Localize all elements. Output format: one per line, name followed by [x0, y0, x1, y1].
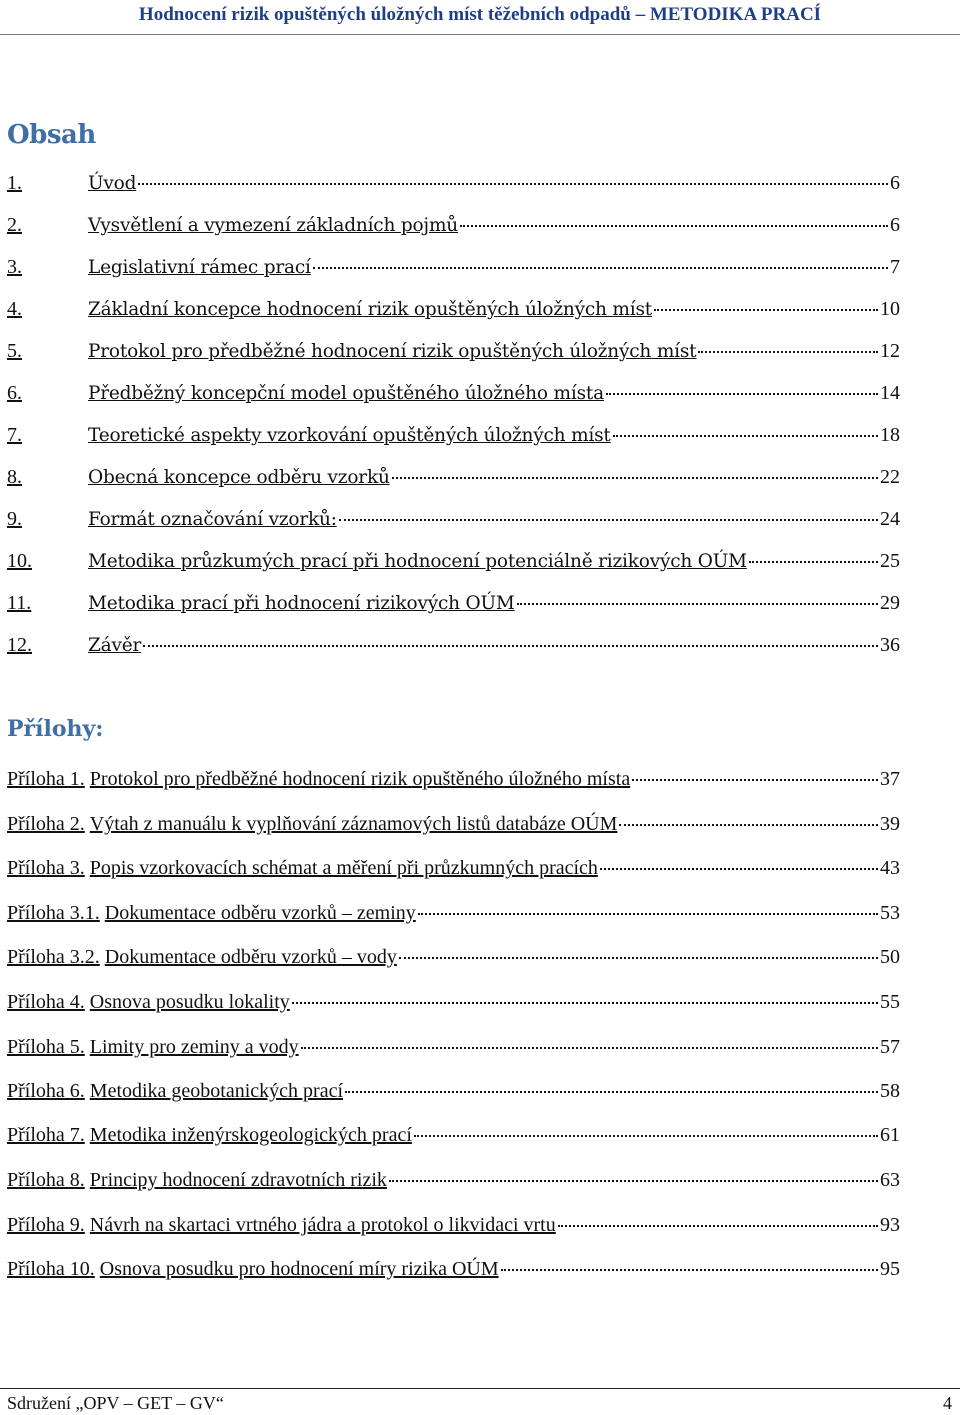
dot-leader [313, 267, 888, 269]
toc-entry-text: Vysvětlení a vymezení základních pojmů [88, 215, 459, 236]
toc-entry-8[interactable] [7, 466, 900, 494]
footer-organization: Sdružení „OPV – GET – GV“ [7, 1393, 224, 1413]
annex-entry-9[interactable] [7, 1214, 900, 1242]
footer-divider [0, 1388, 960, 1389]
dot-leader [749, 561, 878, 563]
annex-text: Dokumentace odběru vzorků – zeminy [104, 902, 416, 924]
annex-label: Příloha 7. [7, 1124, 85, 1146]
toc-entry-text: Metodika průzkumých prací při hodnocení potenciálně rizikových OÚM [88, 551, 747, 572]
dot-leader [517, 603, 878, 605]
dot-leader [613, 435, 878, 437]
toc-entry-4[interactable] [7, 298, 900, 326]
annex-label: Příloha 10. [7, 1258, 95, 1280]
dot-leader [399, 957, 878, 959]
toc-entry-page: 7 [890, 256, 900, 278]
toc-entry-number: 3. [7, 256, 22, 278]
annex-text: Metodika inženýrskogeologických prací [89, 1124, 412, 1146]
annex-entry-3-1[interactable] [7, 902, 900, 930]
toc-entry-page: 25 [880, 550, 900, 572]
toc-entry-page: 24 [880, 508, 900, 530]
annexes-title: Přílohy: [7, 716, 104, 742]
dot-leader [600, 868, 878, 870]
dot-leader [414, 1135, 878, 1137]
dot-leader [501, 1269, 878, 1271]
annex-label: Příloha 6. [7, 1080, 85, 1102]
annex-text: Limity pro zeminy a vody [89, 1036, 299, 1058]
annex-entry-1[interactable] [7, 768, 900, 796]
dot-leader [558, 1225, 878, 1227]
annex-entry-5[interactable] [7, 1036, 900, 1064]
toc-entry-7[interactable] [7, 424, 900, 452]
dot-leader [292, 1002, 878, 1004]
annex-label: Příloha 4. [7, 991, 85, 1013]
annex-page: 61 [880, 1124, 900, 1146]
annex-text: Osnova posudku lokality [89, 991, 290, 1013]
annex-page: 39 [880, 813, 900, 835]
dot-leader [301, 1047, 878, 1049]
toc-entry-text: Legislativní rámec prací [88, 257, 311, 278]
annex-page: 63 [880, 1169, 900, 1191]
dot-leader [143, 645, 878, 647]
toc-entry-1[interactable] [7, 172, 900, 200]
annex-page: 58 [880, 1080, 900, 1102]
annex-text: Principy hodnocení zdravotních rizik [89, 1169, 387, 1191]
toc-entry-number: 6. [7, 382, 22, 404]
dot-leader [654, 309, 878, 311]
toc-entry-page: 12 [880, 340, 900, 362]
toc-entry-page: 29 [880, 592, 900, 614]
toc-entry-page: 18 [880, 424, 900, 446]
annex-label: Příloha 3.1. [7, 902, 100, 924]
toc-entry-number: 5. [7, 340, 22, 362]
toc-entry-page: 6 [890, 172, 900, 194]
toc-entry-text: Protokol pro předběžné hodnocení rizik opuštěných úložných míst [88, 341, 697, 362]
annex-text: Výtah z manuálu k vyplňování záznamových listů databáze OÚM [89, 813, 618, 835]
annex-page: 57 [880, 1036, 900, 1058]
toc-entry-9[interactable] [7, 508, 900, 536]
dot-leader [619, 824, 878, 826]
toc-entry-3[interactable] [7, 256, 900, 284]
dot-leader [345, 1091, 878, 1093]
annex-entry-4[interactable] [7, 991, 900, 1019]
annex-text: Metodika geobotanických prací [89, 1080, 344, 1102]
annex-label: Příloha 1. [7, 768, 85, 790]
toc-entry-12[interactable] [7, 634, 900, 662]
annex-text: Dokumentace odběru vzorků – vody [104, 946, 397, 968]
toc-entry-page: 36 [880, 634, 900, 656]
dot-leader [632, 779, 878, 781]
annex-entry-3-2[interactable] [7, 946, 900, 974]
annex-text: Popis vzorkovacích schémat a měření při průzkumných pracích [89, 857, 598, 879]
toc-entry-number: 12. [7, 634, 32, 656]
toc-entry-number: 11. [7, 592, 32, 614]
toc-entry-number: 8. [7, 466, 22, 488]
annex-entry-2[interactable] [7, 813, 900, 841]
toc-entry-page: 6 [890, 214, 900, 236]
toc-entry-page: 14 [880, 382, 900, 404]
annex-page: 53 [880, 902, 900, 924]
toc-entry-number: 9. [7, 508, 22, 530]
toc-entry-number: 7. [7, 424, 22, 446]
annex-page: 93 [880, 1214, 900, 1236]
toc-entry-text: Formát označování vzorků: [88, 509, 337, 530]
annex-page: 50 [880, 946, 900, 968]
page-header: Hodnocení rizik opuštěných úložných míst těžebních odpadů – METODIKA PRACÍ [138, 4, 822, 25]
dot-leader [460, 225, 888, 227]
toc-entry-text: Obecná koncepce odběru vzorků [88, 467, 390, 488]
dot-leader [138, 183, 888, 185]
toc-title: Obsah [7, 120, 96, 150]
toc-entry-5[interactable] [7, 340, 900, 368]
annex-entry-8[interactable] [7, 1169, 900, 1197]
toc-entry-text: Úvod [88, 173, 137, 194]
annex-entry-10[interactable] [7, 1258, 900, 1286]
toc-entry-text: Teoretické aspekty vzorkování opuštěných úložných míst [88, 425, 611, 446]
toc-entry-text: Předběžný koncepční model opuštěného úložného místa [88, 383, 604, 404]
page-number: 4 [943, 1393, 952, 1413]
annex-label: Příloha 3.2. [7, 946, 100, 968]
dot-leader [606, 393, 878, 395]
toc-entry-6[interactable] [7, 382, 900, 410]
annex-page: 95 [880, 1258, 900, 1280]
toc-entry-text: Závěr [88, 635, 142, 656]
toc-entry-11[interactable] [7, 592, 900, 620]
annex-page: 37 [880, 768, 900, 790]
toc-entry-10[interactable] [7, 550, 900, 578]
dot-leader [418, 913, 878, 915]
annex-entry-7[interactable] [7, 1124, 900, 1152]
annex-label: Příloha 9. [7, 1214, 85, 1236]
toc-entry-page: 10 [880, 298, 900, 320]
toc-entry-text: Základní koncepce hodnocení rizik opuštěných úložných míst [88, 299, 653, 320]
toc-entry-page: 22 [880, 466, 900, 488]
toc-entry-number: 2. [7, 214, 22, 236]
dot-leader [698, 351, 878, 353]
annex-page: 43 [880, 857, 900, 879]
annex-page: 55 [880, 991, 900, 1013]
annex-label: Příloha 5. [7, 1036, 85, 1058]
dot-leader [389, 1180, 878, 1182]
annex-label: Příloha 8. [7, 1169, 85, 1191]
dot-leader [339, 519, 878, 521]
annex-text: Protokol pro předběžné hodnocení rizik opuštěného úložného místa [89, 768, 631, 790]
annex-entry-6[interactable] [7, 1080, 900, 1108]
annex-text: Návrh na skartaci vrtného jádra a protokol o likvidaci vrtu [89, 1214, 556, 1236]
toc-entry-number: 10. [7, 550, 32, 572]
dot-leader [392, 477, 878, 479]
annex-label: Příloha 3. [7, 857, 85, 879]
header-divider [0, 34, 960, 35]
annex-text: Osnova posudku pro hodnocení míry rizika OÚM [99, 1258, 499, 1280]
annex-entry-3[interactable] [7, 857, 900, 885]
toc-entry-number: 4. [7, 298, 22, 320]
toc-entry-text: Metodika prací při hodnocení rizikových OÚM [88, 593, 515, 614]
toc-entry-2[interactable] [7, 214, 900, 242]
annex-label: Příloha 2. [7, 813, 85, 835]
toc-entry-number: 1. [7, 172, 22, 194]
